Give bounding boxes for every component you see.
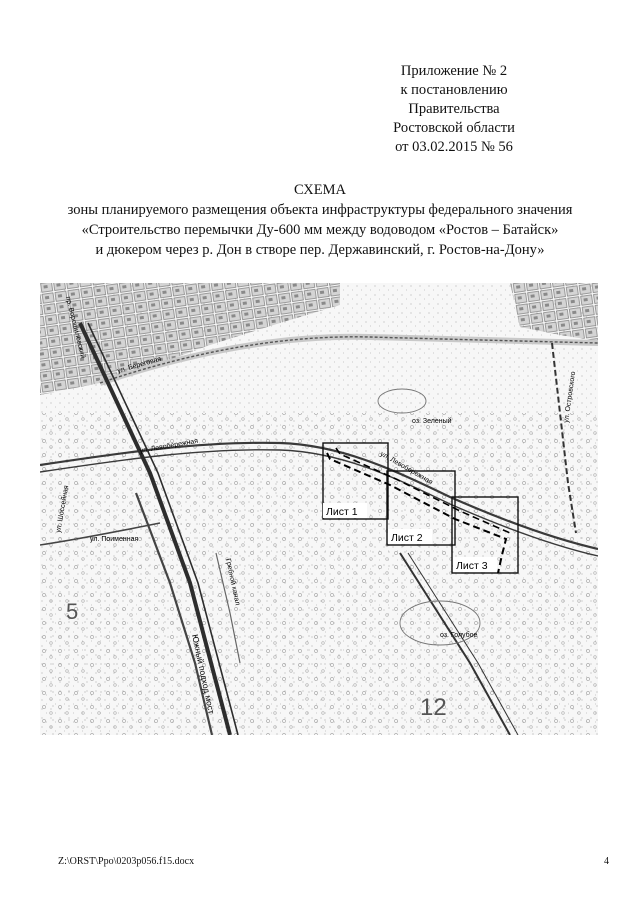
street-label: ул. Поименная: [90, 536, 139, 543]
appendix-line: Приложение № 2: [400, 63, 508, 79]
scheme-title-line: «Строительство перемычки Ду-600 мм между водоводом «Ростов – Батайск»: [81, 222, 559, 238]
map-svg: [40, 283, 598, 735]
place-label: оз. Зеленый: [412, 418, 452, 425]
street-label: Гребной канал: [224, 557, 241, 607]
sheet-3-label: Лист 3: [456, 560, 488, 572]
appendix-line: Правительства: [408, 101, 500, 117]
appendix-line: Ростовской области: [393, 120, 515, 136]
footer-page-number: 4: [604, 856, 609, 867]
sheet-1-label: Лист 1: [326, 506, 358, 518]
map-number-label: 12: [420, 694, 447, 721]
appendix-block: [344, 62, 564, 157]
street-label: ул. Левобережная: [139, 437, 199, 455]
sheet-2-label: Лист 2: [391, 532, 423, 544]
scheme-title-line: зоны планируемого размещения объекта инфраструктуры федерального значения: [67, 202, 573, 218]
street-label: ул. Береговая: [116, 355, 163, 375]
scheme-title: [40, 180, 600, 260]
floodplain-vegetation: [40, 413, 598, 735]
scheme-title-line: и дюкером через р. Дон в створе пер. Державинский, г. Ростов-на-Дону»: [95, 242, 545, 258]
appendix-line: к постановлению: [400, 82, 508, 98]
street-label: ул. Островского: [563, 371, 578, 424]
map-number-label: 5: [66, 599, 79, 624]
street-label: ул. Шоссейная: [55, 484, 71, 534]
footer-file-path: Z:\ORST\Ppo\0203p056.f15.docx: [58, 856, 195, 867]
place-label: оз. Голубое: [440, 632, 478, 639]
street-label: пр. Ворошиловский: [64, 295, 87, 360]
appendix-line: от 03.02.2015 № 56: [395, 139, 513, 155]
street-label: Южный подход мост: [190, 633, 217, 715]
map-figure: [40, 283, 598, 735]
street-label: ул. Левобережная: [379, 450, 434, 487]
scheme-heading: СХЕМА: [294, 182, 346, 198]
